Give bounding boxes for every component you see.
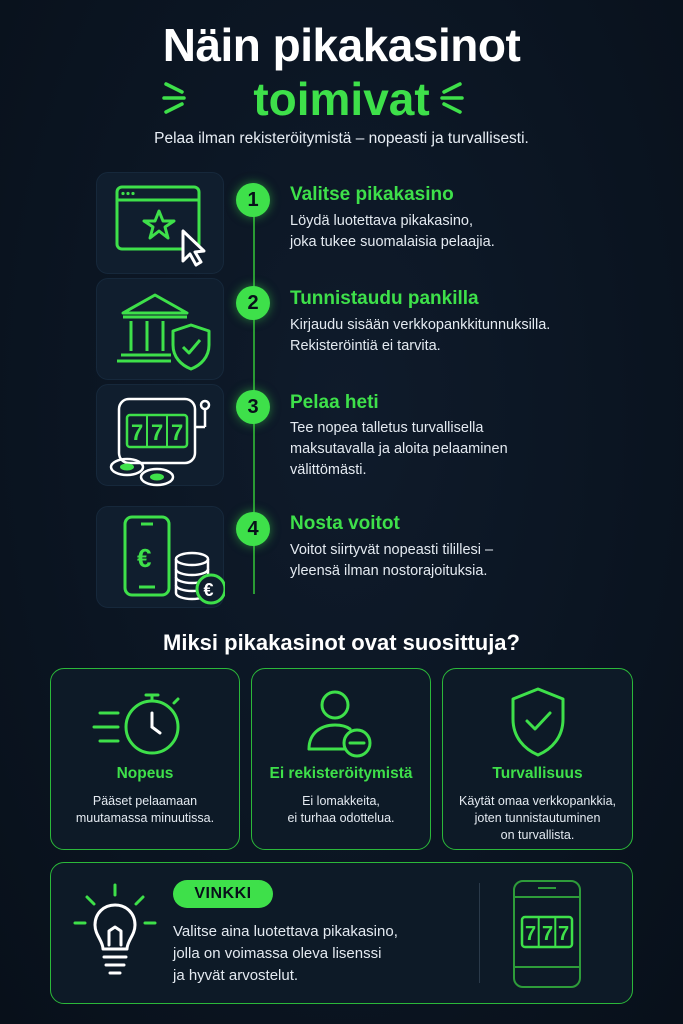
svg-text:7: 7 xyxy=(171,420,184,445)
step-4-text-line: Voitot siirtyvät nopeasti tilillesi – xyxy=(290,542,494,558)
benefit-card-text-line: ei turhaa odottelua. xyxy=(287,811,395,825)
step-3-number: 3 xyxy=(236,390,270,424)
tip-badge: VINKKI xyxy=(173,880,273,908)
step-1-text xyxy=(290,211,660,253)
benefit-card-text-line: Käytät omaa verkkopankkia, xyxy=(458,794,617,808)
slot-machine-icon xyxy=(97,385,225,495)
step-3-icon-box xyxy=(96,384,224,486)
step-4-title: Nosta voitot xyxy=(290,513,400,534)
step-2-text xyxy=(290,315,660,357)
bank-shield-icon xyxy=(97,279,225,381)
benefit-card-text-line: Ei lomakkeita, xyxy=(302,794,380,808)
step-4-text-line: yleensä ilman nostorajoituksia. xyxy=(290,563,488,579)
benefit-card-text xyxy=(252,793,430,827)
benefits-heading: Miksi pikakasinot ovat suosittuja? xyxy=(163,630,520,655)
benefit-card-security xyxy=(442,668,633,850)
sparkle-right-icon xyxy=(430,78,466,118)
step-1-text-line: Löydä luotettava pikakasino, xyxy=(290,213,473,229)
page-title-line1: Näin pikakasinot xyxy=(162,19,521,71)
tip-text-line: Valitse aina luotettava pikakasino, xyxy=(173,923,398,940)
step-4-icon-box xyxy=(96,506,224,608)
step-2-title: Tunnistaudu pankilla xyxy=(290,288,479,309)
phone-slot-icon xyxy=(506,877,588,991)
svg-text:7: 7 xyxy=(558,923,570,945)
benefit-card-text-line: on turvallista. xyxy=(500,828,575,842)
step-3-text xyxy=(290,418,660,481)
benefit-card-title: Nopeus xyxy=(116,765,174,782)
benefit-card-text xyxy=(51,793,239,827)
shield-check-icon xyxy=(503,683,573,763)
step-1-icon-box xyxy=(96,172,224,274)
phone-euro-coins-icon xyxy=(97,507,225,609)
benefit-card-text-line: muutamassa minuutissa. xyxy=(75,811,215,825)
svg-text:7: 7 xyxy=(542,923,554,945)
tip-box xyxy=(50,862,633,1004)
step-3-text-line: Tee nopea talletus turvallisella xyxy=(290,420,484,436)
svg-text:7: 7 xyxy=(525,923,537,945)
benefit-card-title: Ei rekisteröitymistä xyxy=(269,765,413,782)
step-2-text-line: Kirjaudu sisään verkkopankkitunnuksilla. xyxy=(290,317,551,333)
svg-text:7: 7 xyxy=(131,420,144,445)
step-3-text-line: maksutavalla ja aloita pelaaminen xyxy=(290,441,508,457)
benefit-card-text xyxy=(443,793,632,844)
tip-text-line: jolla on voimassa oleva lisenssi xyxy=(173,945,382,962)
tip-text xyxy=(173,921,463,987)
page-title-line2: toimivat xyxy=(253,73,430,125)
step-1-number: 1 xyxy=(236,183,270,217)
step-1-text-line: joka tukee suomalaisia pelaajia. xyxy=(290,234,495,250)
user-minus-icon xyxy=(301,683,381,763)
lightbulb-icon xyxy=(73,883,157,983)
benefit-card-title: Turvallisuus xyxy=(492,765,583,782)
svg-text:€: € xyxy=(203,580,214,600)
step-2-icon-box xyxy=(96,278,224,380)
svg-text:€: € xyxy=(137,543,152,573)
step-3-text-line: välittömästi. xyxy=(290,462,367,478)
benefit-card-text-line: joten tunnistautuminen xyxy=(474,811,601,825)
browser-star-cursor-icon xyxy=(97,173,225,275)
step-3-title: Pelaa heti xyxy=(290,392,379,413)
stopwatch-icon xyxy=(90,683,200,763)
tip-divider xyxy=(479,883,480,983)
step-2-text-line: Rekisteröintiä ei tarvita. xyxy=(290,338,441,354)
svg-text:7: 7 xyxy=(151,420,164,445)
step-1-title: Valitse pikakasino xyxy=(290,184,454,205)
benefit-card-text-line: Pääset pelaamaan xyxy=(92,794,198,808)
benefit-card-speed xyxy=(50,668,240,850)
page-subtitle: Pelaa ilman rekisteröitymistä – nopeasti ja turvallisesti. xyxy=(154,130,529,147)
benefit-card-no-registration xyxy=(251,668,431,850)
step-4-number: 4 xyxy=(236,512,270,546)
tip-text-line: ja hyvät arvostelut. xyxy=(173,967,299,984)
step-2-number: 2 xyxy=(236,286,270,320)
step-4-text xyxy=(290,540,660,582)
